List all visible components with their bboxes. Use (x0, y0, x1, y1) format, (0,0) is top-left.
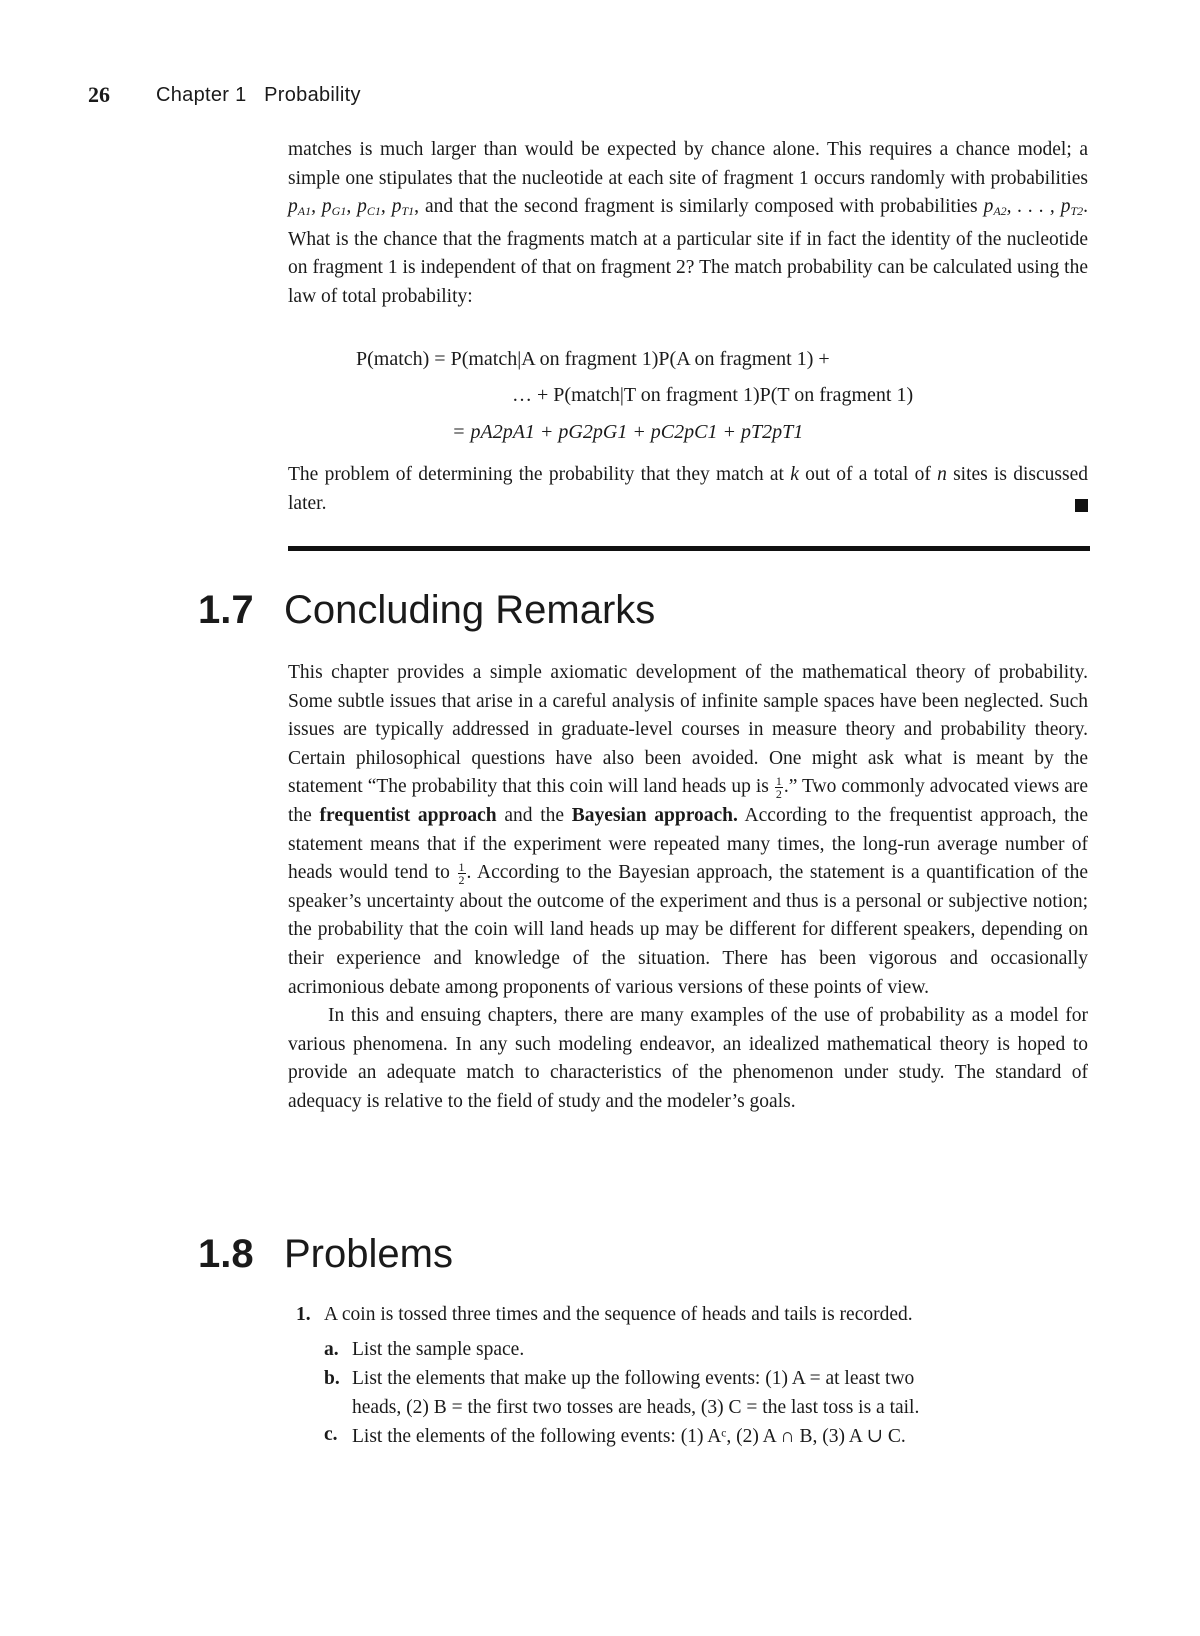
fraction-numerator: 1 (775, 774, 782, 789)
text-run: , and that the second fragment is similarly composed with probabilities (414, 196, 984, 218)
text-run: out of a total of (798, 464, 938, 485)
problem-text: A coin is tossed three times and the sequence of heads and tails is recorded. (324, 1304, 913, 1325)
chapter-title: Probability (264, 84, 361, 106)
concluding-paragraph-2: In this and ensuing chapters, there are many examples of the use of probability as a model for various phenomena. In any such modeling endeavor, an idealized mathematical theory is hoped to provide an adequate match to characteristics of the phenomenon under study. The standard of adequacy is relative to the field of study and the modeler’s goals. (288, 1005, 1088, 1112)
inline-math: $p_{A1}$, $p_{G1}$, $p_{C1}$, $p_{T1}$ (288, 196, 415, 219)
fraction-denominator: 2 (775, 787, 782, 802)
subitem-text: List the sample space. (352, 1339, 525, 1360)
subitem-label: c. (324, 1424, 338, 1445)
inline-math: $p_{A2}$, . . . , $p_{T2}$ (983, 196, 1084, 219)
section-title: Problems (284, 1232, 453, 1276)
text-run: matches is much larger than would be expected by chance alone. This requires a chance model; a simple one stipulates that the nucleotide at each site of fragment 1 occurs randomly with probabilities (288, 139, 1088, 189)
math-k: k (790, 464, 799, 485)
fraction-numerator: 1 (458, 860, 465, 875)
text-run: and the (496, 804, 572, 826)
text-run: .” Two commonly advocated views are the (288, 776, 1088, 826)
term-frequentist: frequentist approach (319, 804, 497, 826)
subitem-text-continued: heads, (2) B = the first two tosses are heads, (3) C = the last toss is a tail. (352, 1397, 920, 1418)
equation-line-3: = pA2pA1 + pG2pG1 + pC2pC1 + pT2pT1 (452, 421, 804, 443)
math-n: n (937, 464, 947, 485)
section-number: 1.8 (198, 1232, 254, 1276)
fraction-one-half (458, 861, 466, 886)
example-closing (288, 461, 1088, 518)
example-paragraph (288, 136, 1088, 312)
section-number: 1.7 (198, 588, 254, 632)
concluding-remarks-body (288, 659, 1088, 1117)
end-of-example-square (1075, 499, 1088, 512)
section-divider (288, 546, 1090, 551)
text-run: sites is discussed later. (288, 464, 1088, 514)
text-run: . According to the Bayesian approach, the statement is a quantification of the speaker’s uncertainty about the outcome of the experiment and thus is a personal or subjective notion; the probability that the coin will land heads up may be different for different speakers, depending on their experience and knowledge of the situation. There has been vigorous and occasionally acrimonious debate among proponents of various versions of these points of view. (288, 862, 1088, 998)
fraction-denominator: 2 (458, 873, 465, 888)
subitem-label: a. (324, 1339, 339, 1360)
term-bayesian: Bayesian approach. (571, 804, 738, 826)
problem-number: 1. (296, 1304, 311, 1325)
section-title: Concluding Remarks (284, 588, 656, 632)
concluding-paragraph-1 (288, 659, 1088, 1002)
text-run: The problem of determining the probability that they match at (288, 464, 791, 485)
chapter-label: Chapter 1 (156, 84, 247, 106)
closing-paragraph (288, 461, 1088, 518)
text-run: According to the frequentist approach, the statement means that if the experiment were repeated many times, the long-run average number of heads would tend to (288, 804, 1088, 884)
example-continuation (288, 136, 1088, 312)
equation-line-1: P(match) = P(match|A on fragment 1)P(A on fragment 1) + (356, 348, 830, 370)
subitem-text: List the elements that make up the following events: (1) A = at least two (352, 1368, 915, 1389)
text-run: This chapter provides a simple axiomatic development of the mathematical theory of probability. Some subtle issues that arise in a careful analysis of infinite sample spaces have been neglected. Such issues are typically addressed in graduate-level courses in measure theory and probability theory. Certain philosophical questions have also been avoided. One might ask what is meant by the statement “The probability that this coin will land heads up is (288, 662, 1088, 798)
subitem-label: b. (324, 1368, 340, 1389)
page-number: 26 (88, 82, 110, 107)
subitem-text: List the elements of the following events: (1) Aᶜ, (2) A ∩ B, (3) A ∪ C. (352, 1426, 906, 1447)
fraction-one-half (775, 775, 783, 800)
text-run: . What is the chance that the fragments match at a particular site if in fact the identity of the nucleotide on fragment 1 is independent of that on fragment 2? The match probability can be calculated using the law of total probability: (288, 196, 1089, 307)
equation-line-2: … + P(match|T on fragment 1)P(T on fragment 1) (512, 384, 914, 406)
running-header (156, 84, 361, 107)
